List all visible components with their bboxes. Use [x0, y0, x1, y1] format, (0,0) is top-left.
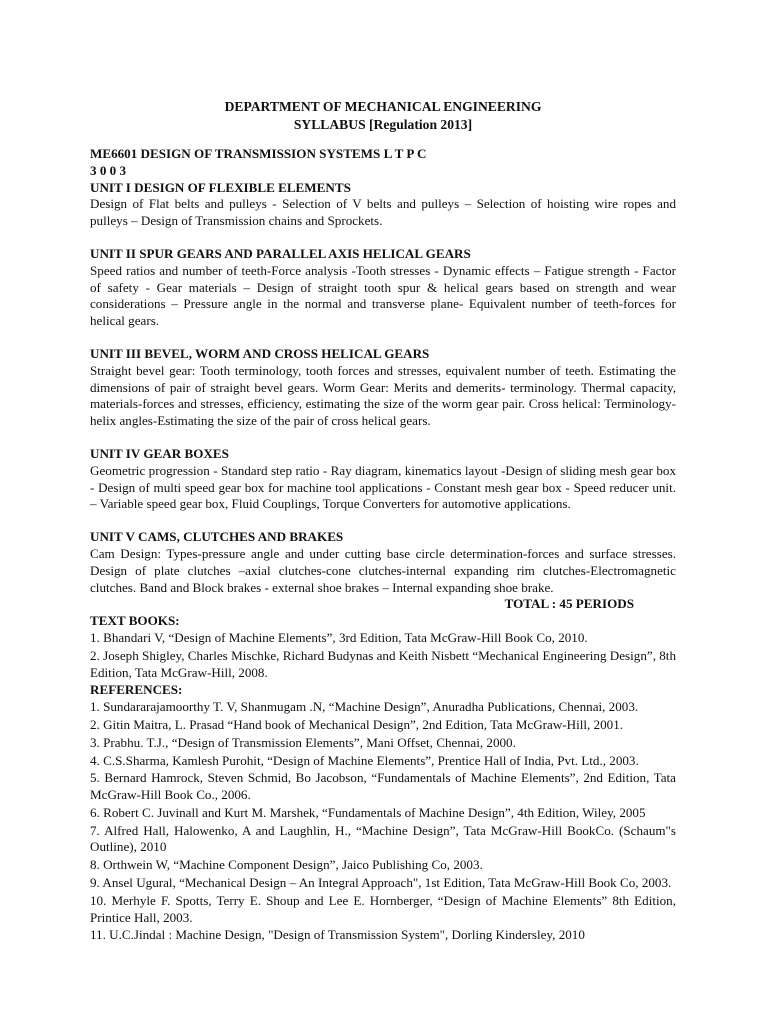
reference-item: 2. Gitin Maitra, L. Prasad “Hand book of Mechanical Design”, 2nd Edition, Tata McGraw-Hill, 2001. — [90, 716, 624, 732]
unit-4-body: Geometric progression - Standard step ratio - Ray diagram, kinematics layout -Design of sliding mesh gear box - Design of multi speed gear box for machine tool applications - Constant mesh gear box - Speed reducer unit. – Variable speed gear box, Fluid Couplings, Torque Converters for automotive applications. — [90, 462, 676, 512]
unit-5-heading: UNIT V CAMS, CLUTCHES AND BRAKES — [90, 529, 344, 545]
reference-item: 3. Prabhu. T.J., “Design of Transmission Elements”, Mani Offset, Chennai, 2000. — [90, 734, 516, 750]
course-code-title: ME6601 DESIGN OF TRANSMISSION SYSTEMS L T P C — [90, 146, 427, 161]
unit-3-heading: UNIT III BEVEL, WORM AND CROSS HELICAL GEARS — [90, 345, 430, 361]
reference-item: 11. U.C.Jindal : Machine Design, "Design of Transmission System", Dorling Kindersley, 2010 — [90, 927, 585, 943]
reference-item: 6. Robert C. Juvinall and Kurt M. Marshek, “Fundamentals of Machine Design”, 4th Edition, Wiley, 2005 — [90, 804, 646, 820]
text-books-heading: TEXT BOOKS: — [90, 613, 180, 629]
text-book-item: 2. Joseph Shigley, Charles Mischke, Richard Budynas and Keith Nisbett “Mechanical Engineering Design”, 8th Edition, Tata McGraw-Hill, 2008. — [90, 647, 676, 680]
reference-item: 5. Bernard Hamrock, Steven Schmid, Bo Jacobson, “Fundamentals of Machine Elements”, 2nd Edition, Tata McGraw-Hill Book Co., 2006. — [90, 770, 676, 803]
unit-5-body: Cam Design: Types-pressure angle and under cutting base circle determination-forces and surface stresses. Design of plate clutches –axial clutches-cone clutches-internal expanding rim clutches-Electromagnetic clutches. Band and Block brakes - external shoe brakes – Internal expanding shoe brake. — [90, 545, 676, 595]
unit-2-heading: UNIT II SPUR GEARS AND PARALLEL AXIS HELICAL GEARS — [90, 245, 471, 261]
reference-item: 4. C.S.Sharma, Kamlesh Purohit, “Design of Machine Elements”, Prentice Hall of India, Pvt. Ltd., 2003. — [90, 752, 639, 768]
reference-item: 7. Alfred Hall, Halowenko, A and Laughlin, H., “Machine Design”, Tata McGraw-Hill BookCo. (Schaum"s Outline), 2010 — [90, 822, 676, 855]
syllabus-title: SYLLABUS [Regulation 2013] — [293, 117, 473, 132]
text-book-item: 1. Bhandari V, “Design of Machine Elements”, 3rd Edition, Tata McGraw-Hill Book Co, 2010. — [90, 629, 588, 645]
reference-item: 1. Sundararajamoorthy T. V, Shanmugam .N, “Machine Design”, Anuradha Publications, Chennai, 2003. — [90, 699, 639, 715]
references-heading: REFERENCES: — [90, 682, 183, 698]
text-books-list — [90, 630, 676, 681]
references-list — [90, 699, 676, 944]
reference-item: 9. Ansel Ugural, “Mechanical Design – An Integral Approach", 1st Edition, Tata McGraw-Hill Book Co, 2003. — [90, 875, 672, 891]
reference-item: 10. Merhyle F. Spotts, Terry E. Shoup and Lee E. Hornberger, “Design of Machine Elements” 8th Edition, Printice Hall, 2003. — [90, 892, 676, 925]
course-ltpc: 3 0 0 3 — [90, 162, 127, 178]
department-title: DEPARTMENT OF MECHANICAL ENGINEERING — [224, 99, 542, 114]
total-periods: TOTAL : 45 PERIODS — [504, 596, 634, 612]
unit-3-body: Straight bevel gear: Tooth terminology, tooth forces and stresses, equivalent number of teeth. Estimating the dimensions of pair of straight bevel gears. Worm Gear: Merits and demerits- terminology. Thermal capacity, materials-forces and stresses, efficiency, estimating the size of the worm gear pair. Cross helical: Terminology-helix angles-Estimating the size of the pair of cross helical gears. — [90, 362, 676, 429]
unit-1-heading: UNIT I DESIGN OF FLEXIBLE ELEMENTS — [90, 179, 351, 195]
reference-item: 8. Orthwein W, “Machine Component Design”, Jaico Publishing Co, 2003. — [90, 857, 483, 873]
unit-2-body: Speed ratios and number of teeth-Force analysis -Tooth stresses - Dynamic effects – Fatigue strength - Factor of safety - Gear materials – Design of straight tooth spur & helical gears based on strength and wear considerations – Pressure angle in the normal and transverse plane- Equivalent number of teeth-forces for helical gears. — [90, 262, 676, 329]
unit-1-body: Design of Flat belts and pulleys - Selection of V belts and pulleys – Selection of hoisting wire ropes and pulleys – Design of Transmission chains and Sprockets. — [90, 196, 676, 229]
unit-4-heading: UNIT IV GEAR BOXES — [90, 445, 229, 461]
